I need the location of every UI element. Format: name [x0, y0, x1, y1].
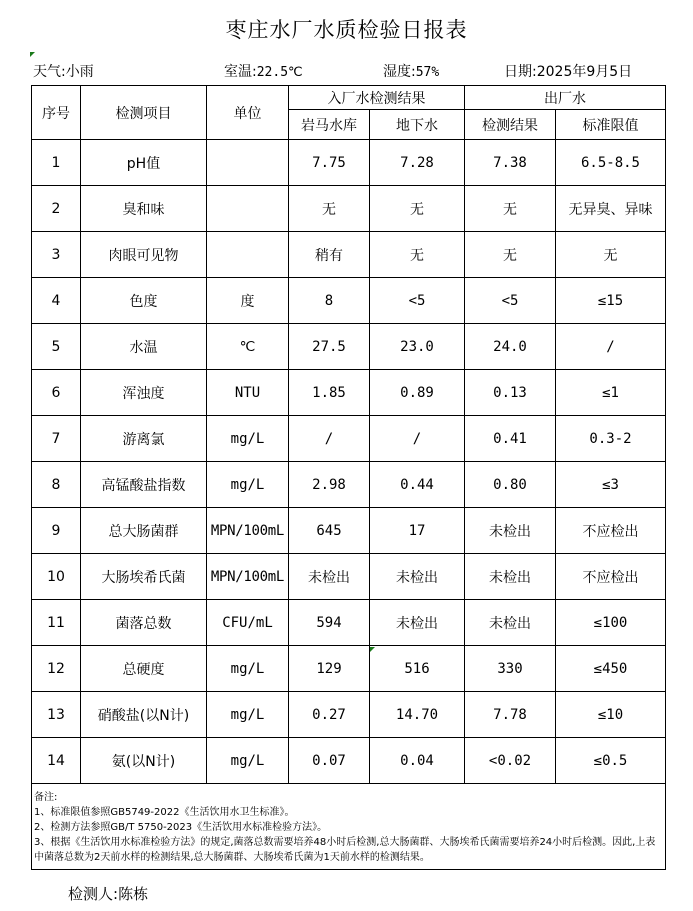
cell-inlet-reservoir: 7.75	[289, 140, 370, 186]
cell-outlet-limit: ≤450	[556, 646, 666, 692]
cell-outlet-limit: 不应检出	[556, 508, 666, 554]
cell-outlet-limit: 不应检出	[556, 554, 666, 600]
cell-inlet-reservoir: /	[289, 416, 370, 462]
cell-seq: 3	[32, 232, 81, 278]
table-row	[32, 508, 666, 554]
cell-outlet-result: 7.38	[465, 140, 556, 186]
cell-inlet-groundwater: 0.89	[370, 370, 465, 416]
cell-inlet-reservoir: 2.98	[289, 462, 370, 508]
cell-inlet-reservoir: 8	[289, 278, 370, 324]
header-outlet-limit: 标准限值	[556, 110, 666, 140]
cell-seq: 10	[32, 554, 81, 600]
cell-outlet-limit: ≤100	[556, 600, 666, 646]
inspector-label: 检测人:	[68, 885, 119, 903]
header-seq: 序号	[32, 86, 81, 140]
cell-seq: 12	[32, 646, 81, 692]
report-title: 枣庄水厂水质检验日报表	[225, 18, 468, 42]
cell-outlet-limit: ≤3	[556, 462, 666, 508]
cell-seq: 14	[32, 738, 81, 784]
cell-unit	[207, 186, 289, 232]
table-row	[32, 370, 666, 416]
table-row	[32, 692, 666, 738]
cell-outlet-limit: ≤15	[556, 278, 666, 324]
table-row	[32, 140, 666, 186]
cell-inlet-reservoir: 1.85	[289, 370, 370, 416]
cell-inlet-reservoir: 645	[289, 508, 370, 554]
inspector	[68, 883, 148, 904]
header-outlet-result: 检测结果	[465, 110, 556, 140]
cell-outlet-result: <0.02	[465, 738, 556, 784]
cell-unit: mg/L	[207, 462, 289, 508]
cell-inlet-groundwater: <5	[370, 278, 465, 324]
note-line-1: 1、标准限值参照GB5749-2022《生活饮用水卫生标准》。	[34, 807, 295, 818]
cell-unit: mg/L	[207, 646, 289, 692]
cell-item: 高锰酸盐指数	[81, 462, 207, 508]
cell-seq: 6	[32, 370, 81, 416]
cell-outlet-result: 0.80	[465, 462, 556, 508]
table-row	[32, 324, 666, 370]
header-inlet-groundwater: 地下水	[370, 110, 465, 140]
cell-item: 臭和味	[81, 186, 207, 232]
header-outlet-group: 出厂水	[465, 86, 666, 110]
table-row	[32, 738, 666, 784]
cell-inlet-groundwater: 无	[370, 186, 465, 232]
cell-inlet-reservoir: 未检出	[289, 554, 370, 600]
humidity-label: 湿度:	[383, 64, 416, 80]
cell-outlet-limit: 无	[556, 232, 666, 278]
cell-unit: MPN/100mL	[207, 508, 289, 554]
cell-inlet-groundwater: 17	[370, 508, 465, 554]
cell-outlet-result: 未检出	[465, 600, 556, 646]
table-row	[32, 462, 666, 508]
notes-cell	[32, 784, 666, 870]
water-quality-table	[31, 85, 666, 870]
cell-inlet-groundwater: 23.0	[370, 324, 465, 370]
cell-unit: mg/L	[207, 738, 289, 784]
table-row	[32, 186, 666, 232]
cell-inlet-reservoir: 无	[289, 186, 370, 232]
cell-outlet-result: 330	[465, 646, 556, 692]
date-info	[504, 61, 632, 81]
cell-unit: CFU/mL	[207, 600, 289, 646]
cell-inlet-groundwater: 7.28	[370, 140, 465, 186]
table-row	[32, 554, 666, 600]
table-row	[32, 278, 666, 324]
cell-inlet-groundwater: 516	[370, 646, 465, 692]
cell-outlet-limit: ≤0.5	[556, 738, 666, 784]
cell-marker-icon	[30, 52, 35, 57]
cell-outlet-limit: 无异臭、异味	[556, 186, 666, 232]
cell-inlet-groundwater: 14.70	[370, 692, 465, 738]
cell-seq: 7	[32, 416, 81, 462]
cell-marker-icon	[370, 647, 375, 652]
cell-unit: MPN/100mL	[207, 554, 289, 600]
cell-inlet-reservoir: 129	[289, 646, 370, 692]
cell-unit: ℃	[207, 324, 289, 370]
cell-inlet-groundwater: 0.04	[370, 738, 465, 784]
cell-inlet-groundwater: 无	[370, 232, 465, 278]
cell-outlet-limit: ≤1	[556, 370, 666, 416]
cell-outlet-limit: ≤10	[556, 692, 666, 738]
humidity-value: 57%	[415, 65, 440, 80]
header-unit: 单位	[207, 86, 289, 140]
cell-outlet-limit: 0.3-2	[556, 416, 666, 462]
cell-item: 硝酸盐(以N计)	[81, 692, 207, 738]
table-row	[32, 646, 666, 692]
weather-info	[33, 61, 94, 81]
cell-unit	[207, 232, 289, 278]
cell-unit	[207, 140, 289, 186]
cell-seq: 8	[32, 462, 81, 508]
cell-seq: 2	[32, 186, 81, 232]
cell-item: 氨(以N计)	[81, 738, 207, 784]
cell-seq: 5	[32, 324, 81, 370]
cell-inlet-reservoir: 27.5	[289, 324, 370, 370]
cell-outlet-result: 0.13	[465, 370, 556, 416]
cell-outlet-result: 24.0	[465, 324, 556, 370]
date-label: 日期:	[504, 64, 537, 80]
cell-item: 游离氯	[81, 416, 207, 462]
cell-outlet-result: 7.78	[465, 692, 556, 738]
cell-inlet-reservoir: 稍有	[289, 232, 370, 278]
cell-unit: NTU	[207, 370, 289, 416]
note-line-3: 3、根据《生活饮用水标准检验方法》的规定,菌落总数需要培养48小时后检测,总大肠菌群、大肠埃希氏菌需要培养24小时后检测。因此,上表中菌落总数为2天前水样的检测结果,总大肠菌群、大肠埃希氏菌为1天前水样的检测结果。	[34, 837, 656, 863]
cell-inlet-groundwater: /	[370, 416, 465, 462]
cell-item: 色度	[81, 278, 207, 324]
cell-outlet-result: <5	[465, 278, 556, 324]
cell-item: pH值	[81, 140, 207, 186]
room-temp-info	[224, 61, 303, 81]
cell-item: 总大肠菌群	[81, 508, 207, 554]
table-row	[32, 600, 666, 646]
cell-seq: 13	[32, 692, 81, 738]
cell-seq: 1	[32, 140, 81, 186]
cell-outlet-result: 无	[465, 186, 556, 232]
cell-inlet-reservoir: 0.07	[289, 738, 370, 784]
cell-item: 肉眼可见物	[81, 232, 207, 278]
cell-seq: 4	[32, 278, 81, 324]
cell-unit: mg/L	[207, 416, 289, 462]
table-row	[32, 416, 666, 462]
date-value: 2025年9月5日	[536, 64, 633, 80]
room-temp-label: 室温:	[224, 64, 257, 80]
cell-seq: 11	[32, 600, 81, 646]
cell-item: 水温	[81, 324, 207, 370]
cell-outlet-result: 0.41	[465, 416, 556, 462]
cell-inlet-groundwater: 0.44	[370, 462, 465, 508]
header-item: 检测项目	[81, 86, 207, 140]
weather-label: 天气:	[33, 64, 66, 80]
cell-outlet-limit: 6.5-8.5	[556, 140, 666, 186]
cell-outlet-result: 未检出	[465, 554, 556, 600]
room-temp-value: 22.5℃	[256, 65, 303, 80]
notes-heading: 备注:	[34, 792, 58, 803]
cell-inlet-reservoir: 0.27	[289, 692, 370, 738]
cell-seq: 9	[32, 508, 81, 554]
inspector-name: 陈栋	[118, 885, 149, 903]
cell-item: 总硬度	[81, 646, 207, 692]
humidity-info	[383, 61, 439, 81]
cell-inlet-groundwater: 未检出	[370, 600, 465, 646]
cell-item: 浑浊度	[81, 370, 207, 416]
cell-inlet-reservoir: 594	[289, 600, 370, 646]
cell-inlet-groundwater: 未检出	[370, 554, 465, 600]
note-line-2: 2、检测方法参照GB/T 5750-2023《生活饮用水标准检验方法》。	[34, 822, 328, 833]
cell-outlet-result: 无	[465, 232, 556, 278]
cell-item: 菌落总数	[81, 600, 207, 646]
cell-unit: mg/L	[207, 692, 289, 738]
header-inlet-reservoir: 岩马水库	[289, 110, 370, 140]
cell-item: 大肠埃希氏菌	[81, 554, 207, 600]
cell-outlet-limit: /	[556, 324, 666, 370]
weather-value: 小雨	[65, 64, 94, 80]
header-inlet-group: 入厂水检测结果	[289, 86, 465, 110]
cell-unit: 度	[207, 278, 289, 324]
table-row	[32, 232, 666, 278]
cell-outlet-result: 未检出	[465, 508, 556, 554]
